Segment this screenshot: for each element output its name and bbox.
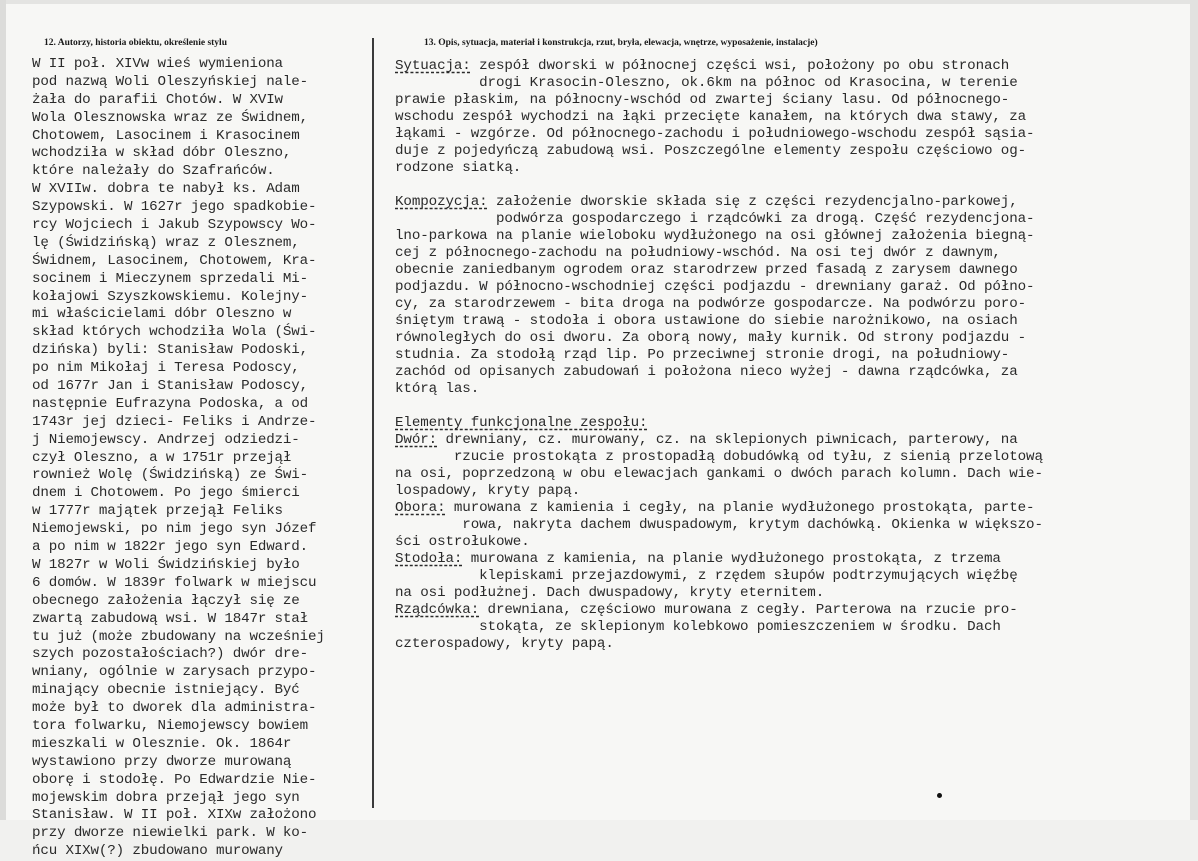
history-line: Świdnem, Lasocinem, Chotowem, Kra-: [32, 252, 317, 269]
history-line: przy dworze niewielki park. W ko-: [32, 825, 309, 842]
history-line: mieszkali w Olesznie. Ok. 1864r: [32, 735, 292, 752]
section-heading: Sytuacja:: [395, 58, 471, 74]
history-line: rcy Wojciech i Jakub Szypowscy Wo-: [32, 217, 317, 234]
history-line: skład których wchodziła Wola (Świ-: [32, 324, 317, 341]
history-line: zwartą zabudową wsi. W 1847r stał: [32, 610, 309, 627]
section-line: rodzone siatką.: [395, 160, 522, 176]
history-line: wniany, ogólnie w zarysach przypo-: [32, 664, 317, 681]
section-heading: Dwór:: [395, 432, 438, 448]
section-line: drewniany, cz. murowany, cz. na sklepionych piwnicach, parterowy, na: [437, 432, 1018, 448]
history-line: Chotowem, Lasocinem i Krasocinem: [32, 127, 300, 144]
history-line: Niemojewski, po nim jego syn Józef: [32, 521, 317, 538]
history-line: w 1777r majątek przejął Feliks: [32, 503, 283, 520]
history-line: mojewskim dobra przejął jego syn: [32, 789, 300, 806]
history-line: 6 domów. W 1839r folwark w miejscu: [32, 574, 317, 591]
section-13-header: 13. Opis, sytuacja, materiał i konstrukcja, rzut, bryła, elewacja, wnętrze, wyposażenie, instalacje): [424, 38, 818, 48]
history-line: Stanisław. W II poł. XIXw założono: [32, 807, 317, 824]
section-line: studnia. Za stodołą rząd lip. Po przeciwnej stronie drogi, na południowy-: [395, 347, 1010, 363]
history-line: minający obecnie istniejący. Być: [32, 682, 300, 699]
section-line: równoległych do osi dworu. Za oborą nowy, mały kurnik. Od strony podjazdu -: [395, 330, 1027, 346]
history-line: ńcu XIXw(?) zbudowano murowany: [32, 843, 283, 860]
section-first-line: [395, 194, 1175, 211]
history-line: obecnego założenia łączył się ze: [32, 592, 300, 609]
section-heading: Rządcówka:: [395, 602, 480, 618]
history-line: tu już (może zbudowany na wcześniej: [32, 628, 325, 645]
scan-edge-left: [0, 0, 6, 820]
section-12-header: 12. Autorzy, historia obiektu, określenie stylu: [44, 38, 227, 48]
section-line: łąkami - wzgórze. Od północnego-zachodu i południowego-wschodu zespół sąsia-: [395, 126, 1035, 142]
history-line: wchodziła w skład dóbr Oleszno,: [32, 145, 292, 162]
section-line: prawie płaskim, na północny-wschód od zwartej ściany lasu. Od północnego-: [395, 92, 1010, 108]
history-line: szych pozostałościach?) dwór dre-: [32, 646, 309, 663]
history-line: Szypowski. W 1627r jego spadkobie-: [32, 199, 317, 216]
section-line: czterospadowy, kryty papą.: [395, 636, 614, 652]
section-first-line: [395, 602, 1175, 619]
ink-dot: [937, 793, 942, 798]
history-line: W II poł. XIVw wieś wymieniona: [32, 56, 283, 72]
history-line: tora folwarku, Niemojewscy bowiem: [32, 717, 309, 734]
section-line: drewniana, częściowo murowana z cegły. Parterowa na rzucie pro-: [479, 602, 1018, 618]
section-line: podwórza gospodarczego i rządcówki za drogą. Część rezydencjona-: [395, 211, 1035, 227]
section-line: na osi podłużnej. Dach dwuspadowy, kryty eternitem.: [395, 585, 825, 601]
section-line: lno-parkowa na planie wieloboku wydłużonego na osi głównej założenia biegną-: [395, 228, 1035, 244]
scan-edge-top: [0, 0, 1198, 4]
section-first-line: [395, 432, 1175, 449]
section-heading: Kompozycja:: [395, 194, 488, 210]
history-line: pod nazwą Woli Oleszyńskiej nale-: [32, 73, 309, 90]
section-line: drogi Krasocin-Oleszno, ok.6km na północ od Krasocina, w terenie: [395, 75, 1018, 91]
history-text-column: [32, 56, 377, 861]
section-line: murowana z kamienia i cegły, na planie wydłużonego prostokąta, parte-: [445, 500, 1035, 516]
section-gap: [395, 177, 1175, 194]
history-line: od 1677r Jan i Stanisław Podoscy,: [32, 378, 309, 395]
section-heading: Elementy funkcjonalne zespołu:: [395, 415, 648, 431]
history-line: rownież Wolę (Świdzińską) ze Świ-: [32, 467, 309, 484]
section-line: na osi, poprzedzoną w obu elewacjach gankami o dwóch parach kolumn. Dach wie-: [395, 466, 1043, 482]
history-line: W XVIIw. dobra te nabył ks. Adam: [32, 181, 300, 198]
section-line: cy, za starodrzewem - bita droga na podwórze gospodarcze. Na podwórzu poro-: [395, 296, 1027, 312]
history-line: żała do parafii Chotów. W XVIw: [32, 91, 283, 108]
history-line: a po nim w 1822r jego syn Edward.: [32, 539, 309, 556]
history-line: dnem i Chotowem. Po jego śmierci: [32, 485, 300, 502]
section-line: obecnie zaniedbanym ogrodem oraz starodrzew przed fasadą z zarysem dawnego: [395, 262, 1018, 278]
history-line: lę (Świdzińską) wraz z Olesznem,: [32, 234, 300, 251]
history-line: kołajowi Szyszkowskiemu. Kolejny-: [32, 288, 309, 305]
section-first-line: [395, 551, 1175, 568]
section-heading: Obora:: [395, 500, 446, 516]
section-line: stokąta, ze sklepionym kolebkowo pomieszczeniem w środku. Dach: [395, 619, 1001, 635]
section-first-line: [395, 58, 1175, 75]
section-line: rowa, nakryta dachem dwuspadowym, krytym dachówką. Okienka w większo-: [395, 517, 1043, 533]
section-gap: [395, 398, 1175, 415]
section-line: podjazdu. W północno-wschodniej części podjazdu - drewniany garaż. Od półno-: [395, 279, 1035, 295]
history-line: j Niemojewscy. Andrzej odziedzi-: [32, 431, 300, 448]
history-line: czył Oleszno, a w 1751r przejął: [32, 449, 292, 466]
section-line: śniętym trawą - stodoła i obora ustawione do siebie narożnikowo, na osiach: [395, 313, 1018, 329]
history-line: Wola Olesznowska wraz ze Świdnem,: [32, 109, 309, 126]
section-line: założenie dworskie składa się z części rezydencjalno-parkowej,: [487, 194, 1018, 210]
description-text-column: [395, 58, 1175, 653]
history-line: wystawiono przy dworze murowaną: [32, 753, 292, 770]
history-line: następnie Eufrazyna Podoska, a od: [32, 395, 309, 412]
history-line: W 1827r w Woli Świdzińskiej było: [32, 556, 300, 573]
history-line: oborę i stodołę. Po Edwardzie Nie-: [32, 771, 317, 788]
section-line: klepiskami przejazdowymi, z rzędem słupów podtrzymujących więźbę: [395, 568, 1018, 584]
section-heading: Stodoła:: [395, 551, 463, 567]
history-line: które należały do Szafrańców.: [32, 163, 275, 180]
history-line: po nim Mikołaj i Teresa Podoscy,: [32, 360, 300, 377]
section-line: lospadowy, kryty papą.: [395, 483, 581, 499]
section-line: ści ostrołukowe.: [395, 534, 530, 550]
section-first-line: [395, 500, 1175, 517]
history-line: mi właścicielami dóbr Oleszno w: [32, 306, 292, 323]
section-line: murowana z kamienia, na planie wydłużonego prostokąta, z trzema: [462, 551, 1001, 567]
section-line: zachód od opisanych zabudowań i położona nieco wyżej - dawna rządcówka, za: [395, 364, 1018, 380]
section-line: cej z północnego-zachodu na południowy-wschód. Na osi tej dwór z dawnym,: [395, 245, 1001, 261]
history-line: dzińska) byli: Stanisław Podoski,: [32, 342, 309, 359]
history-line: socinem i Mieczynem sprzedali Mi-: [32, 270, 309, 287]
section-line: duje z pojedyńczą zabudową wsi. Poszczególne elementy zespołu częściowo og-: [395, 143, 1027, 159]
section-line: wschodu zespół wychodzi na łąki przecięte kanałem, na których dwa stawy, za: [395, 109, 1027, 125]
section-line: zespół dworski w północnej części wsi, położony po obu stronach: [470, 58, 1010, 74]
scan-edge-right: [1190, 0, 1198, 820]
section-line: którą las.: [395, 381, 480, 397]
history-line: 1743r jej dzieci- Feliks i Andrze-: [32, 413, 317, 430]
section-first-line: [395, 415, 1175, 432]
history-line: może był to dworek dla administra-: [32, 700, 317, 717]
section-line: rzucie prostokąta z prostopadłą dobudówką od tyłu, z sienią przelotową: [395, 449, 1043, 465]
